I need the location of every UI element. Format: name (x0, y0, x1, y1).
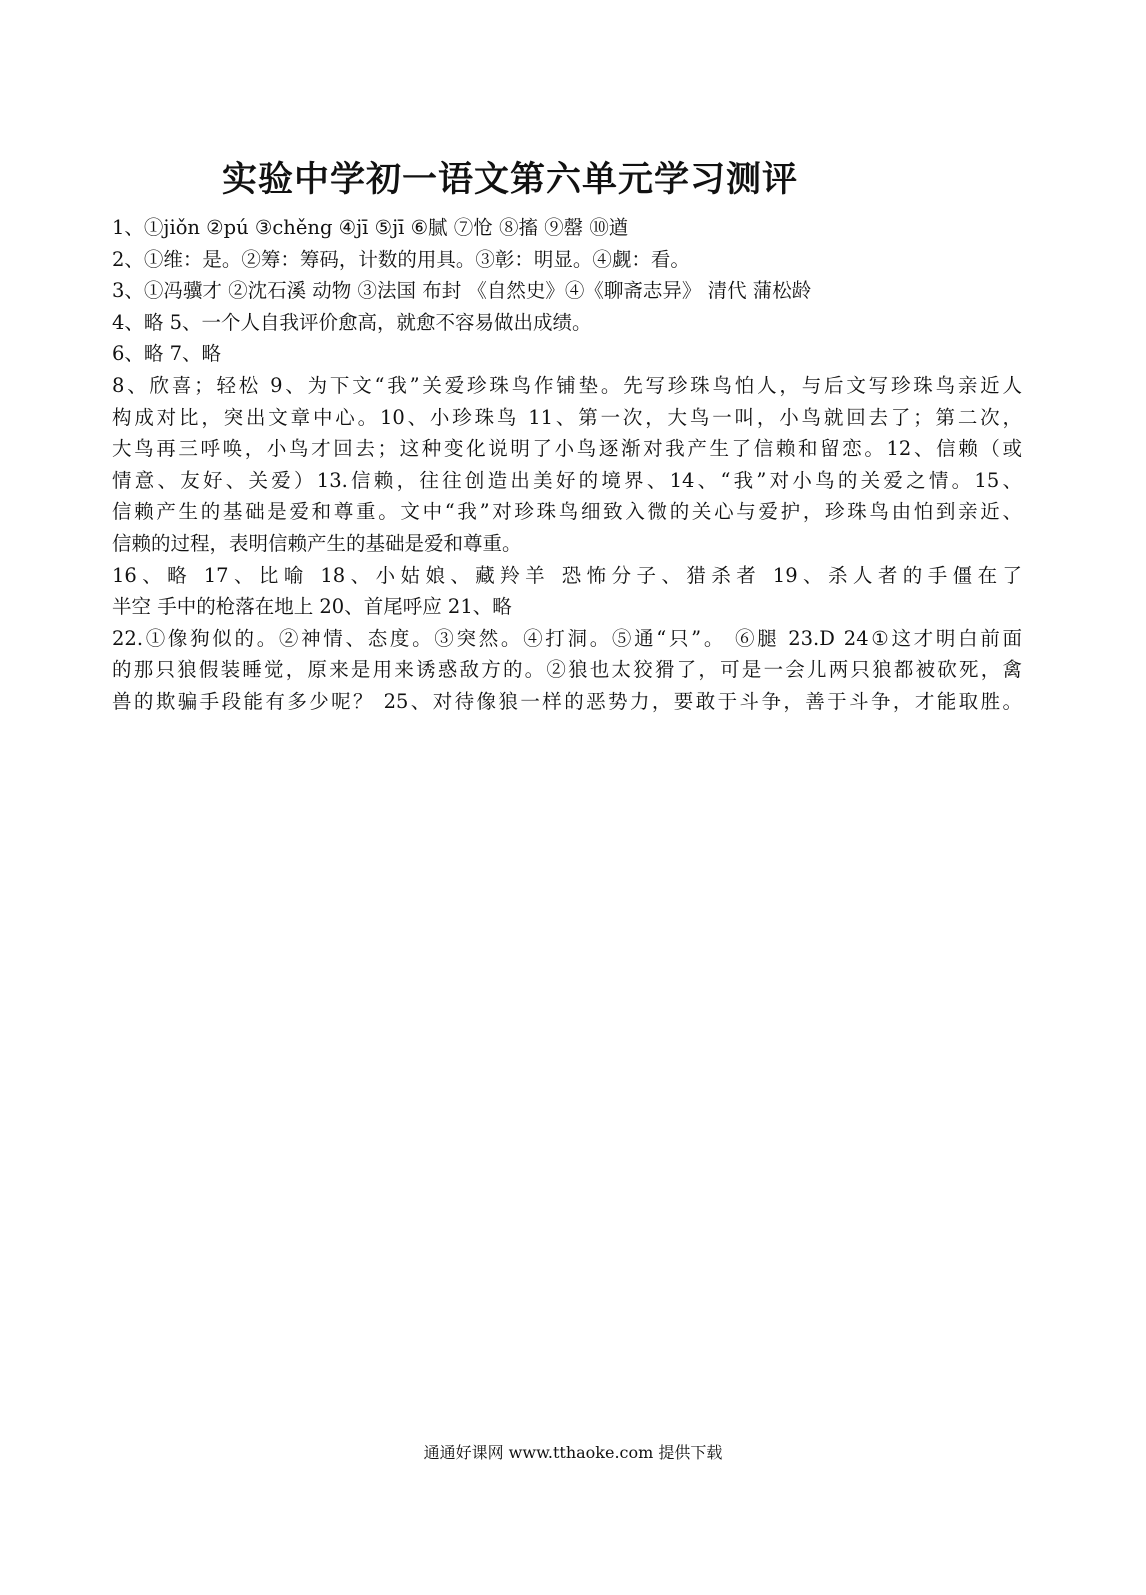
footer-source-text: 通通好课网 www.tthaoke.com 提供下载 (423, 1443, 723, 1462)
answer-line-2: 2、①维：是。②筹：筹码，计数的用具。③彰：明显。④觑：看。 (112, 247, 690, 271)
answer-line-11: 信赖的过程，表明信赖产生的基础是爱和尊重。 (112, 531, 522, 555)
answer-body (112, 212, 1022, 718)
answer-line-8: 大鸟再三呼唤，小鸟才回去；这种变化说明了小鸟逐渐对我产生了信赖和留恋。12、信赖（或 (112, 437, 1022, 461)
answer-line-15: 的那只狼假装睡觉，原来是用来诱惑敌方的。②狼也太狡猾了，可是一会儿两只狼都被砍死，禽 (112, 658, 1022, 682)
answer-line-5: 6、略 7、略 (112, 342, 222, 366)
answer-line-3: 3、①冯骥才 ②沈石溪 动物 ③法国 布封 《自然史》④《聊斋志异》 清代 蒲松龄 (112, 279, 812, 303)
answer-line-10: 信赖产生的基础是爱和尊重。文中“我”对珍珠鸟细致入微的关心与爱护，珍珠鸟由怕到亲近、 (112, 500, 1022, 524)
answer-line-7: 构成对比，突出文章中心。10、小珍珠鸟 11、第一次，大鸟一叫，小鸟就回去了；第二次， (112, 405, 1022, 429)
answer-line-9: 情意、友好、关爱）13.信赖，往往创造出美好的境界、14、“我”对小鸟的关爱之情。15、 (112, 468, 1022, 492)
answer-line-1: 1、①jiǒn ②pú ③chěng ④jī ⑤jī ⑥腻 ⑦怆 ⑧搐 ⑨罄 ⑩遒 (112, 216, 629, 239)
answer-line-16: 兽的欺骗手段能有多少呢？ 25、对待像狼一样的恶势力，要敢于斗争，善于斗争，才能取胜。 (112, 689, 1022, 713)
answer-line-12: 16、略 17、比喻 18、小姑娘、藏羚羊 恐怖分子、猎杀者 19、杀人者的手僵在了 (112, 563, 1022, 587)
answer-line-14: 22.①像狗似的。②神情、态度。③突然。④打洞。⑤通“只”。 ⑥腿 23.D 24①这才明白前面 (112, 626, 1022, 650)
answer-line-6: 8、欣喜；轻松 9、为下文“我”关爱珍珠鸟作铺垫。先写珍珠鸟怕人，与后文写珍珠鸟亲近人 (112, 373, 1022, 397)
answer-line-13: 半空 手中的枪落在地上 20、首尾呼应 21、略 (112, 595, 512, 619)
answer-line-4: 4、略 5、一个人自我评价愈高，就愈不容易做出成绩。 (112, 310, 592, 334)
document-title: 实验中学初一语文第六单元学习测评 (222, 160, 799, 200)
